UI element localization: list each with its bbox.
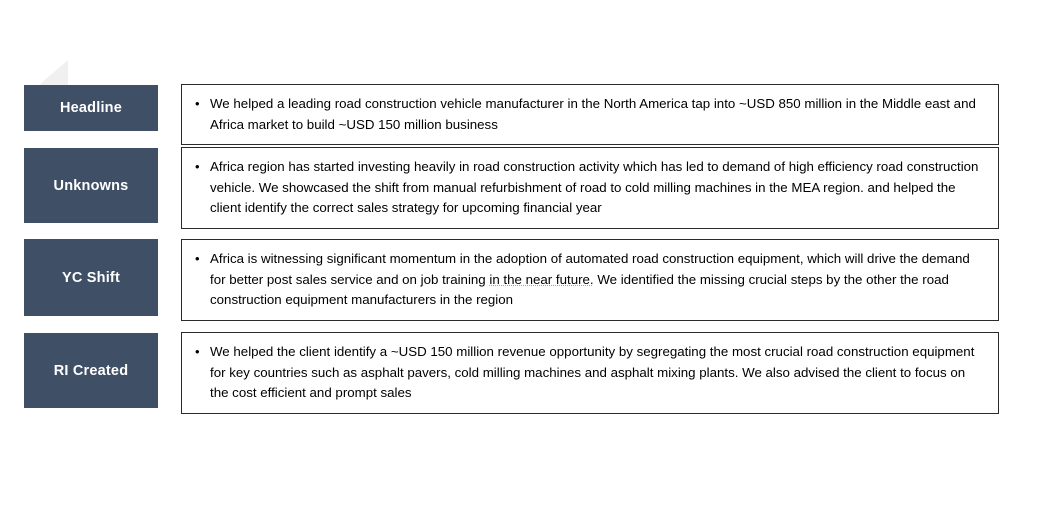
bullet-marker-icon: • xyxy=(195,251,200,266)
bullet-text-highlighted-phrase: in the near future. xyxy=(489,271,594,287)
row-label-text: Headline xyxy=(59,100,123,116)
row-content-unknowns[interactable] xyxy=(181,147,999,229)
row-label-text: Unknowns xyxy=(53,177,129,194)
bullet-item xyxy=(192,342,986,404)
bullet-marker-icon: • xyxy=(195,96,200,111)
row-label-text: RI Created xyxy=(53,362,129,379)
bullet-marker-icon: • xyxy=(195,159,200,174)
bullet-body-text: Africa region has started investing heavily in road construction activity which has led to demand of high efficiency road construction vehicle. We showcased the shift from manual refurbishment of road to cold milling machines in the MEA region. and helped the client identify the correct sales strategy for upcoming financial year xyxy=(210,159,979,215)
bullet-text-segment-1: Africa is witnessing significant momentum in the adoption of automated road construction equipment, which will drive the demand for better post sales service and on job training xyxy=(210,251,970,287)
bullet-body-text: We helped the client identify a ~USD 150 million revenue opportunity by segregating the most crucial road construction equipment for key countries such as asphalt pavers, cold milling machines and asphalt mixing plants. We also advised the client to focus on the cost efficient and prompt sales xyxy=(210,344,975,400)
bullet-item xyxy=(192,94,986,135)
bullet-body-text: We helped a leading road construction vehicle manufacturer in the North America tap into ~USD 850 million in the Middle east and Africa market to build ~USD 150 million business xyxy=(210,96,976,132)
row-content-headline[interactable] xyxy=(181,84,999,145)
row-content-ri-created[interactable] xyxy=(181,332,999,414)
row-label-unknowns[interactable] xyxy=(24,148,158,223)
row-content-yc-shift[interactable] xyxy=(181,239,999,321)
bullet-marker-icon: • xyxy=(195,344,200,359)
bullet-body-text xyxy=(210,249,986,311)
row-label-text: YC Shift xyxy=(62,269,120,286)
row-label-yc-shift[interactable] xyxy=(24,239,158,316)
bullet-item xyxy=(192,249,986,311)
row-label-headline[interactable] xyxy=(24,85,158,131)
bullet-item xyxy=(192,157,986,219)
row-label-ri-created[interactable] xyxy=(24,333,158,408)
bullet-text-segment-2: We identified the missing crucial steps by the other the road construction equipment manufacturers in the region xyxy=(210,271,949,307)
